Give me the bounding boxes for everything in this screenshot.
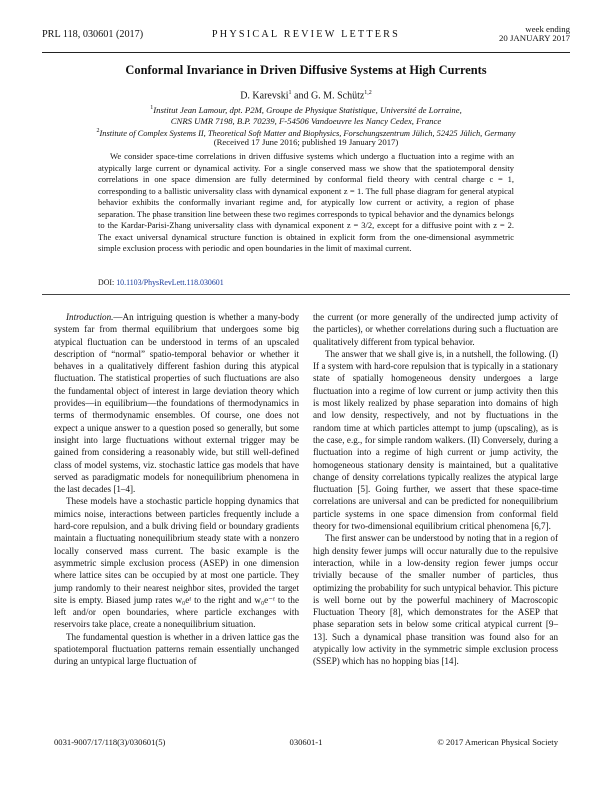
paragraph: The fundamental question is whether in a driven lattice gas the spatiotemporal fluctuation patterns remain essentially unchanged during an untypical large fluctuation of	[54, 631, 299, 667]
date-label: 20 JANUARY 2017	[498, 33, 570, 43]
affiliation-1-line2: CNRS UMR 7198, B.P. 70239, F-54506 Vandoeuvre les Nancy Cedex, France	[170, 116, 442, 127]
journal-citation: PRL 118, 030601 (2017)	[42, 29, 144, 40]
paper-title: Conformal Invariance in Driven Diffusive Systems at High Currents	[125, 63, 487, 77]
page-header	[42, 26, 570, 53]
affiliation-1	[0, 103, 612, 128]
author-1: D. Karevski	[240, 90, 289, 102]
paragraph: The first answer can be understood by noting that in a region of high density fewer jumps will occur naturally due to the repulsive interaction, while in a low-density region fewer jumps occur trivially because of the smaller number of particles, thus optimizing the probability for such untypical behavior. This picture is well borne out by the powerful machinery of Macroscopic Fluctuation Theory [8], which demonstrates for the ASEP that phase separation sets in below some critical atypical current [9–13]. Such a dynamical phase transition was found also for an atypically low activity in the symmetric simple exclusion process (SSEP) which has no hopping bias [14].	[313, 533, 558, 667]
footer-page-number: 030601-1	[289, 737, 323, 747]
author-1-affil: 1	[288, 90, 292, 96]
week-label: week ending	[525, 24, 570, 34]
author-list	[0, 90, 612, 101]
footer-copyright: © 2017 American Physical Society	[437, 737, 558, 747]
left-column	[54, 311, 299, 668]
affiliation-1-num: 1	[150, 105, 154, 111]
doi-label: DOI:	[98, 278, 117, 287]
paragraph: These models have a stochastic particle hopping dynamics that mimics noise, interactions between particles frequently include a hard-core repulsion, and a bulk driving field or boundary gradients maintain a fluctuating nonequilibrium steady state with a nonzero locally conserved mass current. The basic example is the asymmetric simple exclusion process (ASEP) in one dimension where lattice sites can be occupied by at most one particle. They jump randomly to their nearest neighbor sites, provided the target site is empty. Biased jump rates w₀eᶠ to the right and w₀e⁻ᶠ to the left and/or open boundaries, where particle exchanges with reservoirs take place, create a nonequilibrium situation.	[54, 496, 299, 630]
journal-banner: PHYSICAL REVIEW LETTERS	[211, 29, 401, 40]
issue-date	[499, 25, 570, 43]
author-2-affil: 1,2	[364, 90, 372, 96]
affiliation-1-line1: Institut Jean Lamour, dpt. P2M, Groupe de Physique Statistique, Université de Lorraine,	[153, 104, 462, 115]
doi-line	[98, 278, 224, 287]
paragraph-text: —An intriguing question is whether a many-body system far from thermal equilibrium that undergoes some big atypical fluctuation can be understood in terms of an upscaled description of “normal” spatio-temporal behavior or whether it behaves in a qualitatively different fashion during this atypical fluctuation. The statistical properties of such fluctuations are also the fundamental object of interest in large deviation theory which provides—in equilibrium—the foundations of thermodynamics in terms of thermodynamic ensembles. Of course, one does not expect a unique answer to a question posed so generally, but some insight into large fluctuations without external trigger may be gained from considering a reasonably wide, but still well-defined class of model systems, viz. stochastic lattice gas models that have served as paradigmatic models for nonequilibrium phenomena in the last decades [1–4].	[54, 312, 299, 495]
section-divider	[42, 294, 570, 295]
right-column	[313, 311, 558, 668]
received-date: (Received 17 June 2016; published 19 January 2017)	[213, 137, 399, 147]
section-heading: Introduction.	[66, 312, 114, 322]
abstract: We consider space-time correlations in driven diffusive systems which undergo a fluctuation into a regime with an atypically large current or dynamical activity. For a single conserved mass we show that the spatiotemporal density correlations in one space dimension are fully determined by conformal field theory with central charge c = 1, corresponding to a ballistic universality class with dynamical exponent z = 1. The full phase diagram for general atypical behavior exhibits the conformally invariant regime and, for atypically low current or activity, a region of phase separation. The phase transition line between these two regimes corresponds to typical behavior and the dynamics belongs to the Kardar-Parisi-Zhang universality class with dynamical exponent z = 3/2, except for a diffusive point with z = 2. The exact universal dynamical structure function is obtained in explicit form from the one-dimensional asymmetric simple exclusion process with periodic and open boundaries in the limit of maximal current.	[98, 151, 514, 253]
affiliation-2-line1: Institute of Complex Systems II, Theoretical Soft Matter and Biophysics, Forschungszentrum Jülich, 52425 Jülich, Germany	[99, 128, 516, 138]
paragraph	[54, 311, 299, 495]
paragraph: The answer that we shall give is, in a nutshell, the following. (I) If a system with hard-core repulsion that is typically in a stationary state of spatially homogeneous density undergoes a large fluctuation into a regime of low current or jump activity then this is most likely realized by phase separation into domains of high and low density, respectively, and not by fluctuations in the random time at which particles attempt to jump (upscaling), as is the case, e.g., for simple random walkers. (II) Conversely, during a fluctuation into a regime of high current or jump activity, the homogeneous stationary density is maintained, but a qualitative change of density correlations typically realizes the atypical large fluctuation [5]. Going further, we assert that these space-time correlations are universal and can be predicted for nonequilibrium particle systems in one space dimension from conformal field theory for two-dimensional equilibrium critical phenomena [6,7].	[313, 348, 558, 532]
footer-issn: 0031-9007/17/118(3)/030601(5)	[54, 737, 166, 747]
doi-link[interactable]: 10.1103/PhysRevLett.118.030601	[116, 278, 224, 287]
affiliation-2-num: 2	[96, 128, 100, 134]
author-2: and G. M. Schütz	[291, 90, 365, 102]
paragraph: the current (or more generally of the undirected jump activity of the particles), or whether correlations during such a fluctuation are qualitatively different from typical behavior.	[313, 312, 558, 347]
